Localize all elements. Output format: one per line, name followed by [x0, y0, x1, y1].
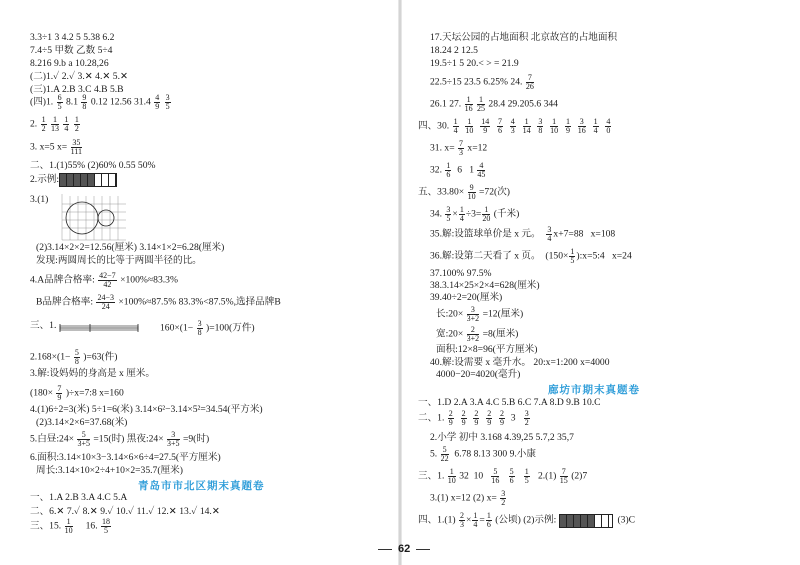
answer-line: 3.(1) x=12 (2) x= $\frac{3}{2}$	[430, 489, 506, 507]
page-number: 62	[372, 543, 436, 555]
section-title: 廊坊市期末真题卷	[548, 384, 640, 396]
answer-line: 8.216 9.b a 10.28,26	[30, 58, 109, 69]
answer-line: 4.A品牌合格率: $\frac{42-7}{42}$ ×100%≈83.3%	[30, 271, 178, 289]
answer-line: (二)1.✓ 2.✓ 3.✕ 4.✕ 5.✕	[30, 71, 129, 82]
answer-line: B品牌合格率: $\frac{24-3}{24}$ ×100%≈87.5% 83.3%<87.5%,选择品牌B	[36, 293, 281, 311]
answer-line: 36.解:设第二天看了 x 页。 (150× $\frac{1}{5}$ ):x=5:4 x=24	[430, 247, 632, 265]
answer-line: 17.天坛公园的占地面积 北京故宫的占地面积	[430, 32, 618, 43]
answer-line: (三)1.A 2.B 3.C 4.B 5.B	[30, 84, 124, 95]
answer-line: 5.白昼:24× $\frac{5}{3+5}$ =15(时) 黑夜:24× $\frac{3}{3+5}$ =9(时)	[30, 430, 210, 448]
answer-line: 5. $\frac{5}{22}$ 6.78 8.13 300 9.小康	[430, 445, 536, 463]
answer-line: 38.3.14×25×2×4=628(厘米)	[430, 280, 540, 291]
answer-line: (180× $\frac{7}{9}$ )÷x=7:8 x=160	[30, 384, 124, 402]
answer-line: 2.小学 初中 3.168 4.39,25 5.7,2 35,7	[430, 432, 574, 443]
circle-grid-figure	[56, 190, 128, 246]
answer-line: 四、30. $\frac{1}{4}$ $\frac{1}{10}$ $\frac{14}{9}$ $\frac{7}{6}$ $\frac{4}{3}$ $\frac{1}{14}$ $\frac{3}{8}$ $\frac{1}{10}$ $\frac{1}{9}$ $\frac{3}{16}$ $\frac{1}{4}$ $\frac{4}{0}$	[418, 117, 611, 135]
answer-line: 19.5÷1 5 20.< > = 21.9	[430, 58, 519, 69]
answer-line: 26.1 27. $\frac{1}{16}$ $\frac{1}{25}$ 28.4 29.205.6 344	[430, 95, 558, 113]
answer-line: 4000−20=4020(毫升)	[436, 369, 521, 380]
answer-line: 7.4÷5 甲数 乙数 5÷4	[30, 45, 113, 56]
answer-line: 四、1.(1) $\frac{2}{3}$ × $\frac{1}{4}$ = $\frac{1}{6}$ (公顷) (2)示例: (3)C	[418, 511, 636, 529]
answer-line: 发现:两圆周长的比等于两圆半径的比。	[36, 255, 202, 266]
answer-line: 39.40÷2=20(厘米)	[430, 292, 503, 303]
answer-line: 34. $\frac{3}{5}$ × $\frac{1}{4}$ ÷3= $\frac{1}{20}$ (千米)	[430, 205, 520, 223]
answer-line: 长:20× $\frac{3}{3+2}$ =12(厘米)	[436, 305, 524, 323]
answer-line: (四)1. $\frac{6}{5}$ 8.1 $\frac{9}{8}$ 0.12 12.56 31.4 $\frac{4}{9}$ $\frac{3}{5}$	[30, 93, 170, 111]
answer-line: 三、1.	[30, 320, 57, 331]
answer-line: 3.3÷1 3 4.2 5 5.38 6.2	[30, 32, 115, 43]
answer-line: 2.示例:	[30, 173, 117, 187]
answer-line: 一、1.D 2.A 3.A 4.C 5.B 6.C 7.A 8.D 9.B 10.C	[418, 397, 601, 408]
answer-line: 6.面积:3.14×10×3−3.14×6×6÷4=27.5(平方厘米)	[30, 452, 221, 463]
section-title: 青岛市市北区期末真题卷	[138, 480, 265, 492]
answer-line: 160×(1− $\frac{3}{8}$ )=100(万件)	[160, 319, 255, 337]
answer-line: 面积:12×8=96(平方厘米)	[436, 344, 538, 355]
answer-line: 五、33.80× $\frac{9}{10}$ =72(次)	[418, 183, 510, 201]
answer-line: 3. x=5 x= $\frac{35}{111}$	[30, 138, 83, 156]
answer-line: 35.解:设篮球单价是 x 元。 $\frac{3}{4}$ x+7=88 x=108	[430, 225, 616, 243]
answer-line: 二、1. $\frac{2}{9}$ $\frac{2}{9}$ $\frac{2}{9}$ $\frac{2}{9}$ $\frac{2}{9}$ 3 $\frac{3}{2}$	[418, 409, 529, 427]
answer-line: 32. $\frac{1}{6}$ 6 1 $\frac{4}{45}$	[430, 161, 486, 179]
answer-line: 3.(1)	[30, 194, 49, 205]
right-column	[400, 0, 800, 565]
answer-line: 二、6.✕ 7.✓ 8.✕ 9.✓ 10.✓ 11.✓ 12.✕ 13.✓ 14.✕	[30, 506, 220, 517]
answer-line: (2)3.14×2×6=37.68(米)	[36, 417, 128, 428]
answer-line: 31. x= $\frac{7}{3}$ x=12	[430, 139, 488, 157]
answer-line: 三、15. $\frac{1}{10}$ 16. $\frac{18}{5}$	[30, 517, 110, 535]
bar-model-figure	[58, 318, 140, 340]
shaded-diagram	[59, 173, 117, 187]
answer-line: 2.168×(1− $\frac{5}{8}$ )=63(件)	[30, 348, 118, 366]
answer-line: 三、1. $\frac{1}{10}$ 32 10 $\frac{5}{16}$ $\frac{5}{6}$ $\frac{1}{5}$ 2.(1) $\frac{7}{15}$ (2)7	[418, 467, 588, 485]
answer-line: (2)3.14×2×2=12.56(厘米) 3.14×1×2=6.28(厘米)	[36, 242, 225, 253]
answer-line: 2. $\frac{1}{2}$ $\frac{1}{13}$ $\frac{1}{4}$ $\frac{1}{2}$	[30, 115, 79, 133]
answer-line: 18.24 2 12.5	[430, 45, 478, 56]
answer-line: 22.5÷15 23.5 6.25% 24. $\frac{7}{26}$	[430, 73, 534, 91]
answer-line: 一、1.A 2.B 3.A 4.C 5.A	[30, 492, 128, 503]
answer-line: 3.解:设妈妈的身高是 x 厘米。	[30, 368, 155, 379]
answer-line: 40.解:设需要 x 毫升水。 20:x=1:200 x=4000	[430, 357, 610, 368]
answer-line: 周长:3.14×10×2÷4+10×2=35.7(厘米)	[36, 465, 183, 476]
answer-line: 37.100% 97.5%	[430, 268, 492, 279]
shaded-diagram	[559, 514, 613, 528]
answer-line: 二、1.(1)55% (2)60% 0.55 50%	[30, 160, 156, 171]
answer-line: 4.(1)6÷2=3(米) 5÷1=6(米) 3.14×6²−3.14×5²=34.54(平方米)	[30, 404, 263, 415]
answer-line: 宽:20× $\frac{2}{3+2}$ =8(厘米)	[436, 325, 519, 343]
